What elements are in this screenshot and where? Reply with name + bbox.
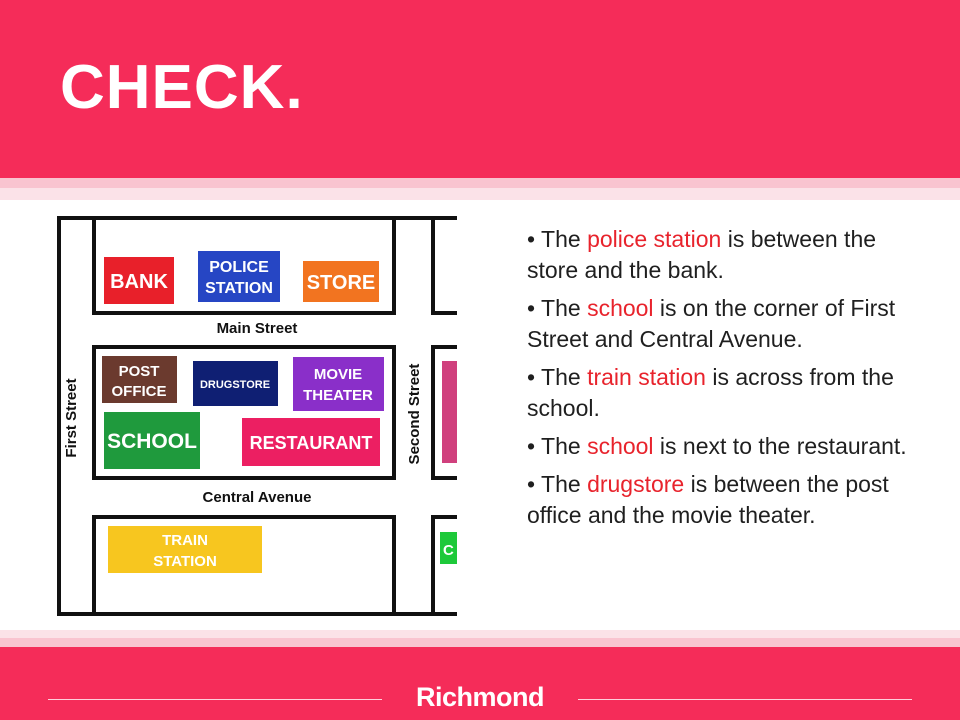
sentence-prefix: • The [527, 295, 588, 321]
post-office-building [102, 356, 177, 403]
highlighted-place: police station [587, 226, 722, 252]
second-street-label: Second Street [406, 363, 423, 465]
sentence-rest: is next to the restaurant. [653, 433, 907, 459]
sentence-item [527, 469, 927, 531]
train-station-label-line1: TRAIN [162, 532, 208, 549]
sentence-item [527, 293, 927, 355]
top-stripe-light [0, 188, 960, 200]
partial-green-label: C [443, 542, 454, 559]
highlighted-place: train station [587, 364, 706, 390]
first-street-label: First Street [63, 378, 80, 458]
police-station-building [198, 251, 280, 302]
store-building [303, 261, 379, 302]
sentence-item [527, 362, 927, 424]
sentence-list [527, 224, 927, 538]
restaurant-label: RESTAURANT [249, 433, 373, 453]
partial-green-building [440, 532, 457, 564]
map-top-edge [57, 216, 457, 220]
post-office-label-line2: OFFICE [111, 383, 167, 400]
drugstore-building [193, 361, 278, 406]
central-avenue-label: Central Avenue [202, 489, 312, 506]
sentence-prefix: • The [527, 471, 588, 497]
police-station-label-line2: STATION [205, 280, 273, 297]
sentence-item [527, 224, 927, 286]
post-office-label-line1: POST [118, 363, 160, 380]
sentence-prefix: • The [527, 364, 588, 390]
restaurant-building [242, 418, 380, 466]
sentence-prefix: • The [527, 226, 588, 252]
highlighted-place: school [587, 295, 654, 321]
train-station-building [108, 526, 262, 573]
sentence-rest: is between the store and the bank. [527, 226, 877, 283]
highlighted-place: drugstore [587, 471, 685, 497]
map-left-edge [57, 216, 61, 616]
sentence-prefix: • The [527, 433, 588, 459]
richmond-logo: Richmond [416, 682, 544, 712]
bottom-stripe-light [0, 630, 960, 638]
bank-label: BANK [110, 271, 168, 293]
school-label: SCHOOL [107, 430, 197, 453]
bottom-stripe [0, 638, 960, 647]
sentence-rest: is across from the school. [527, 364, 894, 421]
movie-theater-label-line2: THEATER [303, 387, 373, 404]
main-street-label: Main Street [216, 320, 298, 337]
partial-building-right [442, 361, 457, 463]
town-map [57, 216, 457, 616]
sentence-item [527, 431, 927, 462]
footer-rule-right [578, 699, 912, 700]
highlighted-place: school [587, 433, 654, 459]
header-banner [0, 0, 960, 178]
slide-title: CHECK. [60, 53, 304, 122]
drugstore-label: DRUGSTORE [199, 379, 271, 391]
top-stripe [0, 178, 960, 188]
train-station-label-line2: STATION [153, 553, 217, 570]
police-station-label-line1: POLICE [209, 259, 269, 276]
map-bottom-edge [57, 612, 457, 616]
store-label: STORE [306, 272, 376, 294]
school-building [104, 412, 200, 469]
footer-rule-left [48, 699, 382, 700]
movie-theater-building [293, 357, 384, 411]
movie-theater-label-line1: MOVIE [313, 366, 363, 383]
sentence-rest: is on the corner of First Street and Central Avenue. [527, 295, 896, 352]
bank-building [104, 257, 174, 304]
sentence-rest: is between the post office and the movie theater. [527, 471, 889, 528]
